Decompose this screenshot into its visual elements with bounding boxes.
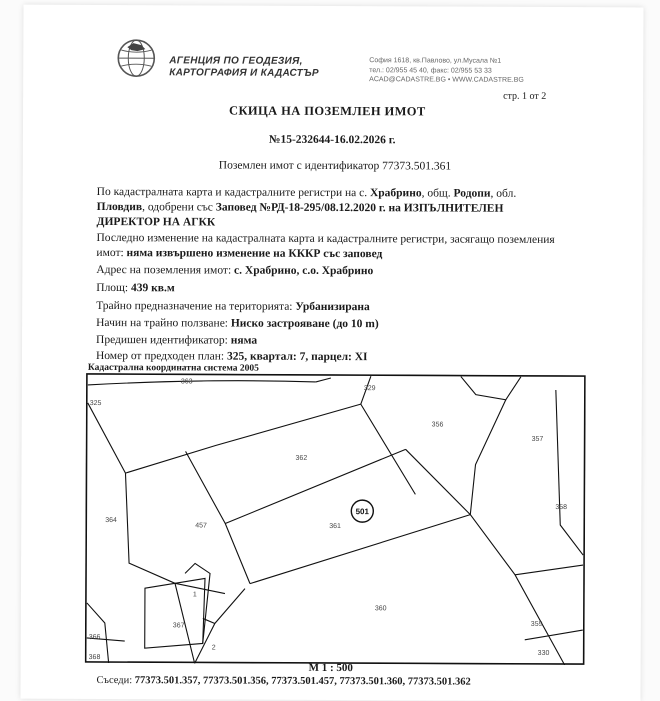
last-change-line: Последно изменение на кадастралната карта и кадастралните регистри, засягащо поземления	[96, 231, 554, 248]
parcel-label-364: 364	[105, 517, 117, 524]
agency-logo	[115, 37, 157, 79]
usage-line: Начин на трайно ползване: Ниско застрояване (до 10 m)	[96, 316, 379, 332]
parcel-label-1: 1	[193, 591, 197, 598]
agency-name-line1: АГЕНЦИЯ ПО ГЕОДЕЗИЯ,	[169, 55, 319, 68]
parcel-label-358: 358	[555, 504, 567, 511]
order-line: Пловдив, одобрени със Заповед №РД-18-295/08.12.2020 г. на ИЗПЪЛНИТЕЛЕН	[97, 200, 504, 217]
parcel-label-2: 2	[212, 644, 216, 651]
map-scale: М 1 : 500	[309, 662, 353, 674]
obshtina-name: Родопи	[454, 188, 491, 200]
parcel-label-368: 368	[89, 654, 101, 661]
neighbors-label: Съседи:	[97, 675, 133, 686]
agency-name-line2: КАРТОГРАФИЯ И КАДАСТЪР	[169, 67, 319, 80]
village-name: Храбрино	[370, 187, 422, 199]
globe-icon	[115, 37, 157, 79]
neighbors-value: 77373.501.357, 77373.501.356, 77373.501.457, 77373.501.360, 77373.501.362	[135, 675, 471, 687]
previous-plan-line: Номер от предходен план: 325, квартал: 7, парцел: XI	[96, 349, 368, 365]
previous-id-line: Предишен идентификатор: няма	[96, 333, 257, 349]
oblast-name: Пловдив	[97, 201, 143, 213]
purpose-line: Трайно предназначение на територията: Урбанизирана	[96, 299, 370, 315]
parcel-label-457: 457	[195, 522, 207, 529]
page-number: стр. 1 от 2	[503, 91, 546, 102]
parcel-label-366: 366	[89, 634, 101, 641]
parcel-label-330: 330	[538, 650, 550, 657]
parcel-label-356: 356	[432, 421, 444, 428]
director-line: ДИРЕКТОР НА АГКК	[97, 216, 216, 229]
parcel-label-325: 325	[90, 400, 102, 407]
agency-email: ACAD@CADASTRE.BG • WWW.CADASTRE.BG	[369, 75, 524, 85]
map-intro-line: По кадастралната карта и кадастралните регистри на с. Храбрино, общ. Родопи, обл.	[97, 185, 517, 202]
address-line: Адрес на поземления имот: с. Храбрино, с.о. Храбрино	[96, 263, 373, 279]
document-number: №15-232644-16.02.2026 г.	[269, 134, 396, 147]
agency-address: София 1618, кв.Павлово, ул.Мусала №1	[369, 56, 524, 66]
parcel-label-359: 359	[531, 621, 543, 628]
document-title: СКИЦА НА ПОЗЕМЛЕН ИМОТ	[229, 104, 426, 120]
parcel-label-367: 367	[173, 622, 185, 629]
agency-phone: тел.: 02/955 45 40, факс: 02/955 53 33	[369, 66, 524, 76]
parcel-label-501: 501	[356, 507, 370, 516]
identifier-line	[219, 159, 451, 175]
cadastral-map	[85, 373, 586, 665]
last-change-value-line: имот: няма извършено изменение на КККР със заповед	[96, 246, 382, 262]
document-page	[20, 5, 643, 701]
parcel-label-362: 362	[296, 455, 308, 462]
area-line: Площ: 439 кв.м	[96, 281, 174, 296]
identifier-label: Поземлен имот с идентификатор	[219, 160, 379, 173]
parcel-label-329: 329	[364, 385, 376, 392]
order-reference: Заповед №РД-18-295/08.12.2020 г. на ИЗПЪЛНИТЕЛЕН	[216, 201, 504, 214]
identifier-value: 77373.501.361	[382, 160, 451, 172]
parcel-label-363: 363	[181, 378, 193, 385]
parcel-label-360: 360	[375, 605, 387, 612]
parcel-label-361: 361	[329, 523, 341, 530]
parcel-label-357: 357	[532, 436, 544, 443]
neighbors-line	[97, 675, 471, 688]
map-caption: Кадастрална координатна система 2005	[88, 363, 259, 374]
